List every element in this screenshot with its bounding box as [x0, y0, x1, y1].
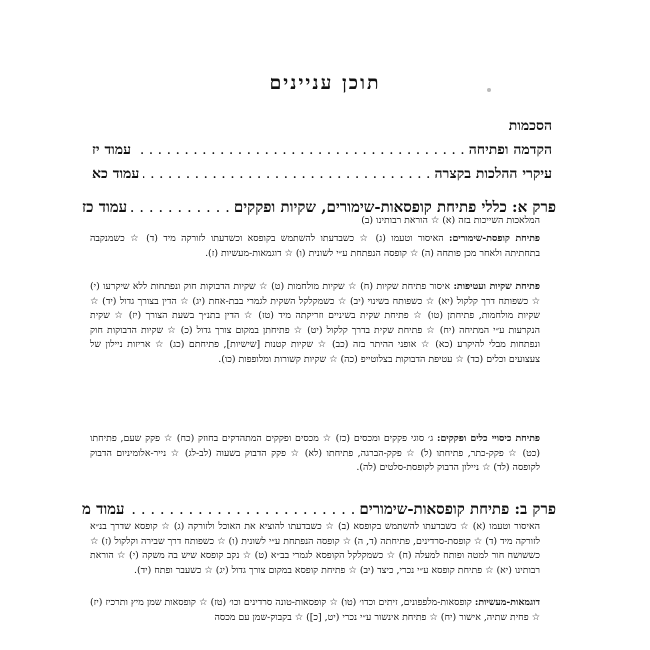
- toc-entry-page: עמוד יז: [92, 142, 131, 158]
- subsection-heading: דוגמאות-מעשיות:: [474, 597, 540, 608]
- chapter-1-intro: המלאכות השייכות בזה (א) ☆ הוראת רבותינו (ב): [361, 215, 540, 226]
- page-title: תוכן עניינים: [269, 72, 381, 94]
- toc-entry-page: עמוד מ: [82, 500, 125, 518]
- chapter-2-paragraph-examples: [90, 596, 540, 644]
- toc-leader-dots: [135, 142, 465, 158]
- chapter-1-paragraph-cans: [90, 232, 540, 261]
- subsection-heading: פתיחת שקיות ועטיפות:: [453, 281, 540, 292]
- subsection-text: איסור פתיחת שקיות (ח) ☆ שקיות מולחמות (ט) ☆ שקיות הדבוקות חוק ונפתחות ללא שיקרעו (י) ☆ כשפותח דרך קלקול (יא) ☆ כשפותח בשינוי (יב) ☆ כשמקלקל השקית לגמרי בבת-אחת (יג) ☆ הדין בצורך גדול (יד) ☆ שקיות מולחמות, פתיחתן (טו) ☆ פתיחת שקית בשיניים וזריקתה מיד (טז) ☆ הדין בתנ״ך בשעת הצורך (יז) ☆ שקית הנקרעות ע״י המתיחה (יח) ☆ פתיחת שקית בדרך קלקול (יט) ☆ פתיחתן במקום צורך גדול (כ) ☆ שקיות הדבוקות חוק ונפתחות מבלי להיקרע (כא) ☆ אופני ההיתר בזה (כב) ☆ שקיות קטנות [שישיות], פתיחתם (כג) ☆ אריזות ניילון של צעצועים וכלים (כד) ☆ עטיפת הדבוקות בצלוטייפ (כה) ☆ שקיות קשורות ומלופפות (כו).: [90, 281, 540, 365]
- subsection-text: קופסאות-מלפפונים, זיתים וכדו׳ (טו) ☆ קופסאות-טונה סרדינים וכו׳ (טז) ☆ קופסאות שמן מיץ ותרכיז (יז) ☆ פחית שתיה, אישור (יח) ☆ פתיחת אינשור ע״י נכרי (יט, [כ]) ☆ בקבוק-שמן עם מכסה: [90, 597, 540, 623]
- subsection-heading: פתיחת קופסת-שימורים:: [448, 233, 541, 244]
- chapter-1-paragraph-bags: [90, 280, 540, 368]
- toc-entry-page: עמוד כז: [82, 198, 128, 216]
- toc-entry-label: פרק ב: פתיחת קופסאות-שימורים: [359, 500, 556, 518]
- toc-leader-dots: [129, 500, 356, 518]
- subsection-text: האיסור וטעמו (ג) ☆ כשבדעתו להשתמש בקופסא וכשדעתו לזורקה מיד (ד) ☆ כשמנקבה בתחתיתה ולאחר מכן פותחה (ה) ☆ קופסה הנפתחת ע״י לשונית (ו) ☆ דוגמאות-מעשיות (ז).: [90, 233, 540, 259]
- toc-entry-chapter-2[interactable]: [82, 500, 556, 519]
- subsection-text: ג׳ סוגי פקקים ומכסים (כז) ☆ מכסים ופקקים המתהדקים בחוזק (כח) ☆ פקק שעם, פתיחתו (כט) ☆ פקק-כתר, פתיחתו (ל) ☆ פקק-הברגה, פתיחתו (לא) ☆ פקק הדבוק בשעוה (לב-לג) ☆ נייר-אלומיניום הדבוק לקופסה (לד) ☆ ניילון הדבוק לקופסת-סלטים (לה).: [90, 433, 540, 474]
- chapter-2-paragraph-main: האיסור וטעמו (א) ☆ כשבדעתו להשתמש בקופסא (ב) ☆ כשבדעתו להוציא את האוכל ולזורקה (ג) ☆ קופסא שדרך בנ״א לזורקה מיד (ד) ☆ קופסת-סרדינים, פתיחתה (ד, ה) ☆ קופסה הנפתחת ע״י לשונית (ו) ☆ כשפותח דרך שבירה וקלקול (ז) ☆ כששושח חור למטה ופותח למעלה (ח) ☆ כשמקלקל הקופסא לגמרי בב״א (ט) ☆ נקב קופסא שיש בה משקה (י) ☆ הוראת רבותינו (יא) ☆ פתיחת קופסא ע״י נכרי, כיצד (יב) ☆ פתיחת קופסא במקום צורך גדול (יג) ☆ כשעבר ופתח (יד).: [90, 521, 540, 576]
- toc-entry-label: עיקרי ההלכות בקצרה: [434, 166, 552, 182]
- subsection-heading: פתיחת כיסויי כלים ופקקים:: [437, 433, 541, 444]
- toc-entry-summary[interactable]: [92, 166, 552, 183]
- toc-entry-label: הקדמה ופתיחה: [468, 142, 552, 158]
- toc-leader-dots: [143, 166, 430, 182]
- toc-entry-page: עמוד כא: [92, 166, 140, 182]
- toc-entry-intro[interactable]: [92, 142, 552, 159]
- toc-entry-label: פרק א: כללי פתיחת קופסאות-שימורים, שקיות ופקקים: [233, 198, 556, 216]
- section-haskamot: הסכמות: [508, 118, 552, 134]
- chapter-1-paragraph-caps: [90, 432, 540, 476]
